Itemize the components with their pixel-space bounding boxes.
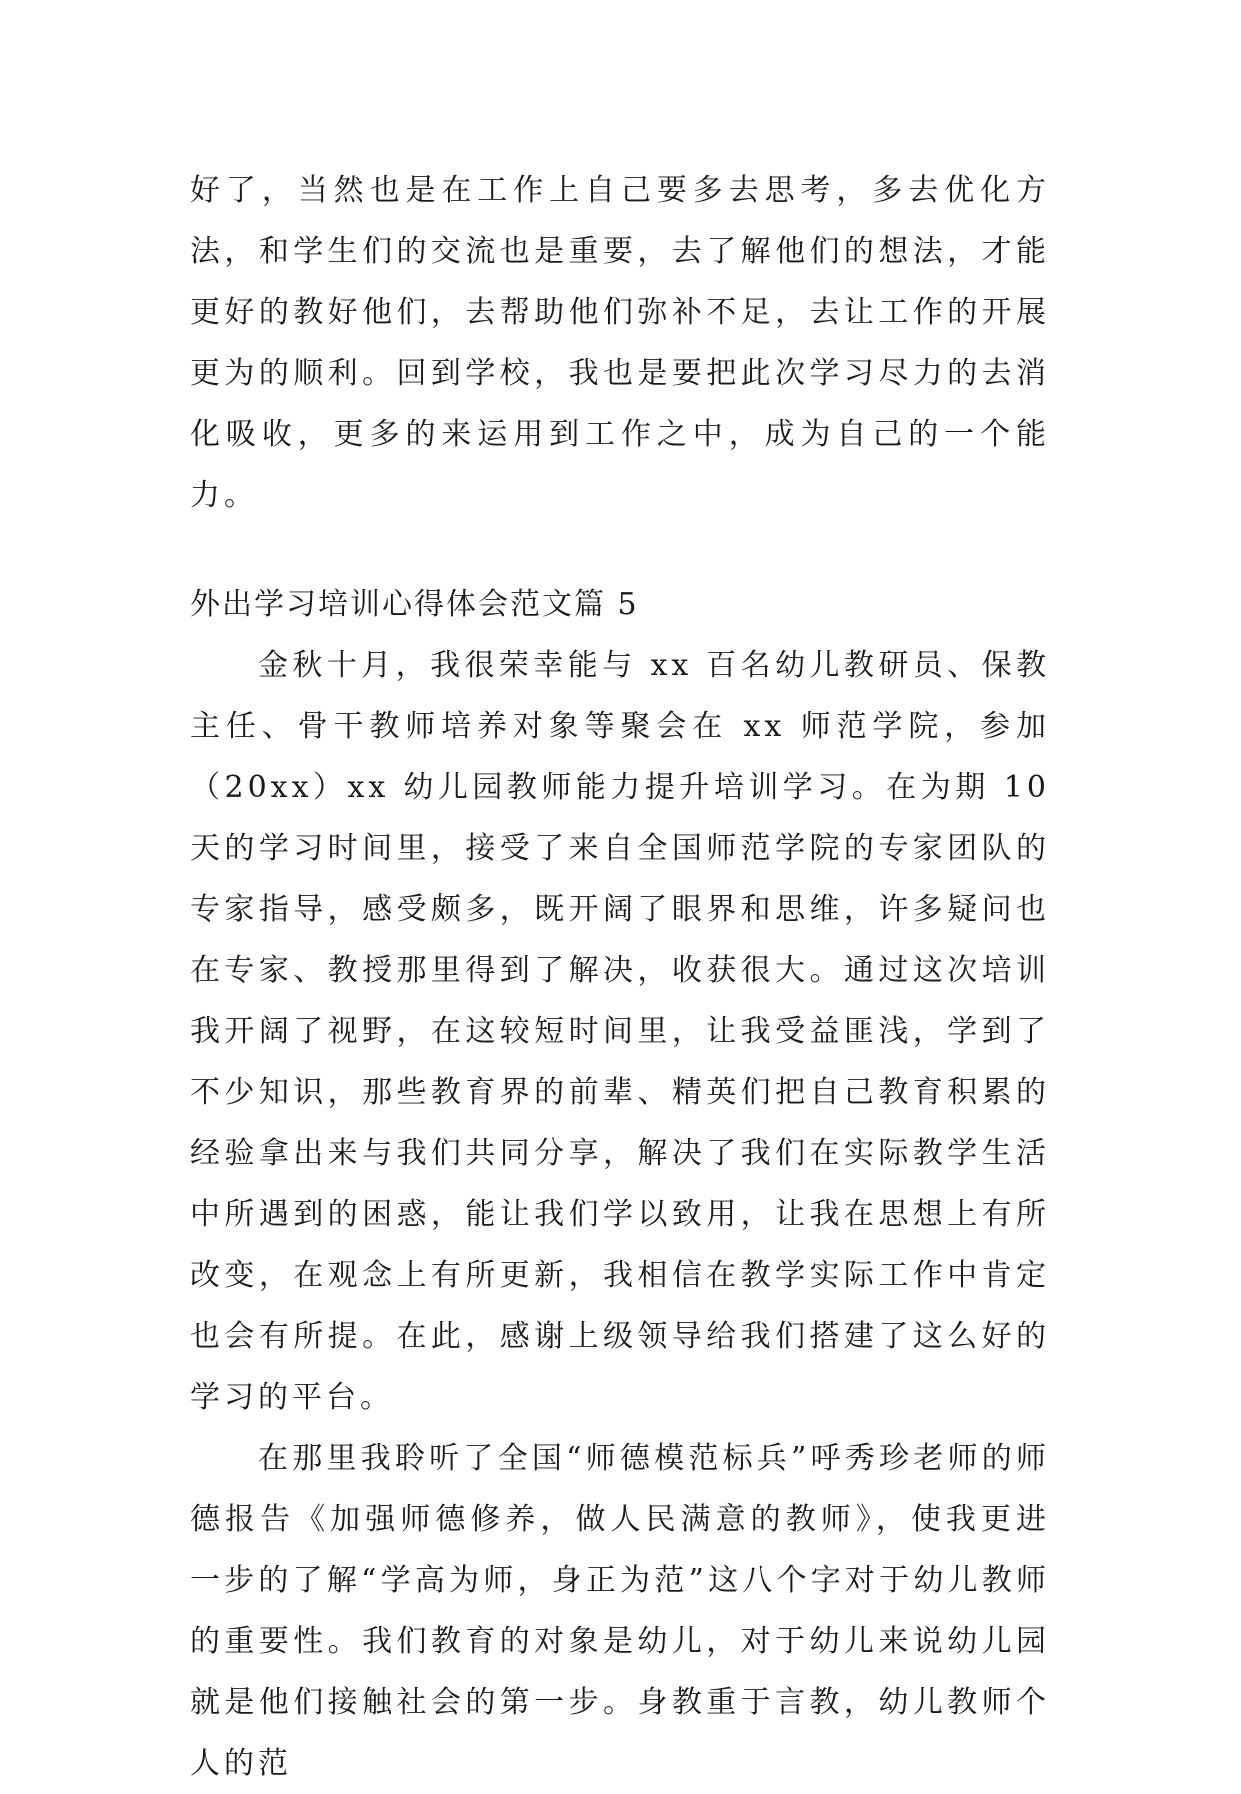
section-title: 外出学习培训心得体会范文篇 5 (190, 587, 639, 622)
body-paragraph-1: 金秋十月，我很荣幸能与 xx 百名幼儿教研员、保教主任、骨干教师培养对象等聚会在 xx 师范学院，参加（20xx）xx 幼儿园教师能力提升培训学习。在为期 10 天的学习时间里，接受了来自全国师范学院的专家团队的专家指导，感受颇多，既开阔了眼界和思维，许多疑问也在专家、教授那里得到了解决，收获很大。通过这次培训我开阔了视野，在这较短时间里，让我受益匪浅，学到了不少知识，那些教育界的前辈、精英们把自己教育积累的经验拿出来与我们共同分享，解决了我们在实际教学生活中所遇到的困惑，能让我们学以致用，让我在思想上有所改变，在观念上有所更新，我相信在教学实际工作中肯定也会有所提。在此，感谢上级领导给我们搭建了这么好的学习的平台。 (190, 648, 1050, 1415)
body-paragraph-2: 在那里我聆听了全国“师德模范标兵”呼秀珍老师的师德报告《加强师德修养，做人民满意的教师》，使我更进一步的了解“学高为师，身正为范”这八个字对于幼儿教师的重要性。我们教育的对象是幼儿，对于幼儿来说幼儿园就是他们接触社会的第一步。身教重于言教，幼儿教师个人的范 (190, 1441, 1050, 1781)
document-page (190, 160, 1050, 1794)
continued-paragraph: 好了，当然也是在工作上自己要多去思考，多去优化方法，和学生们的交流也是重要，去了解他们的想法，才能更好的教好他们，去帮助他们弥补不足，去让工作的开展更为的顺利。回到学校，我也是要把此次学习尽力的去消化吸收，更多的来运用到工作之中，成为自己的一个能力。 (190, 173, 1050, 513)
